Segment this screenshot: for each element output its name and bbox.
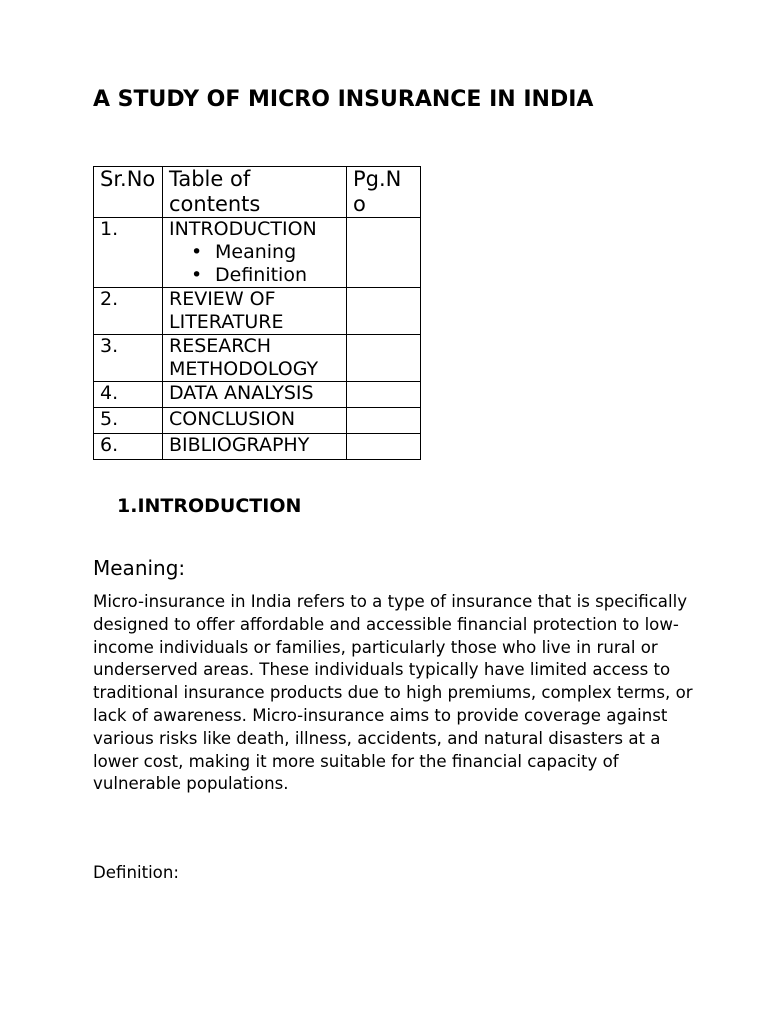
section-heading: 1.INTRODUCTION (117, 495, 302, 517)
toc-sr-cell: 6. (94, 434, 163, 460)
toc-page-cell (347, 408, 421, 434)
toc-subitem-list (169, 241, 340, 287)
toc-title: INTRODUCTION (169, 218, 317, 240)
toc-page-cell (347, 382, 421, 408)
table-row (94, 382, 421, 408)
meaning-paragraph: Micro-insurance in India refers to a type of insurance that is specifically designed to offer affordable and accessible financial protection to low-income individuals or families, particularly those who live in rural or underserved areas. These individuals typically have limited access to traditional insurance products due to high premiums, complex terms, or lack of awareness. Micro-insurance aims to provide coverage against various risks like death, illness, accidents, and natural disasters at a lower cost, making it more suitable for the financial capacity of vulnerable populations. (93, 592, 693, 794)
toc-header-sr-no: Sr.No (94, 167, 163, 218)
toc-sr-cell: 2. (94, 288, 163, 335)
toc-subitem-definition: • Definition (215, 264, 340, 287)
toc-title-cell: RESEARCH METHODOLOGY (163, 335, 347, 382)
toc-title-cell: BIBLIOGRAPHY (163, 434, 347, 460)
toc-title-cell: DATA ANALYSIS (163, 382, 347, 408)
document-title: A STUDY OF MICRO INSURANCE IN INDIA (93, 87, 594, 112)
toc-page-cell (347, 288, 421, 335)
toc-subitem-meaning: • Meaning (215, 241, 340, 264)
toc-sr-cell: 5. (94, 408, 163, 434)
toc-title-cell: REVIEW OF LITERATURE (163, 288, 347, 335)
table-row (94, 288, 421, 335)
toc-page-cell (347, 434, 421, 460)
toc-page-cell (347, 218, 421, 288)
toc-title-cell: CONCLUSION (163, 408, 347, 434)
definition-heading: Definition: (93, 863, 179, 882)
toc-title-cell (163, 218, 347, 288)
toc-header-pg-no: Pg.No (347, 167, 421, 218)
toc-sr-cell: 3. (94, 335, 163, 382)
toc-header-contents: Table of contents (163, 167, 347, 218)
toc-sr-cell: 4. (94, 382, 163, 408)
table-row (94, 335, 421, 382)
table-row (94, 218, 421, 288)
meaning-heading: Meaning: (93, 556, 186, 580)
toc-page-cell (347, 335, 421, 382)
toc-sr-cell: 1. (94, 218, 163, 288)
table-of-contents (93, 166, 421, 460)
table-row (94, 434, 421, 460)
toc-header-row (94, 167, 421, 218)
table-row (94, 408, 421, 434)
